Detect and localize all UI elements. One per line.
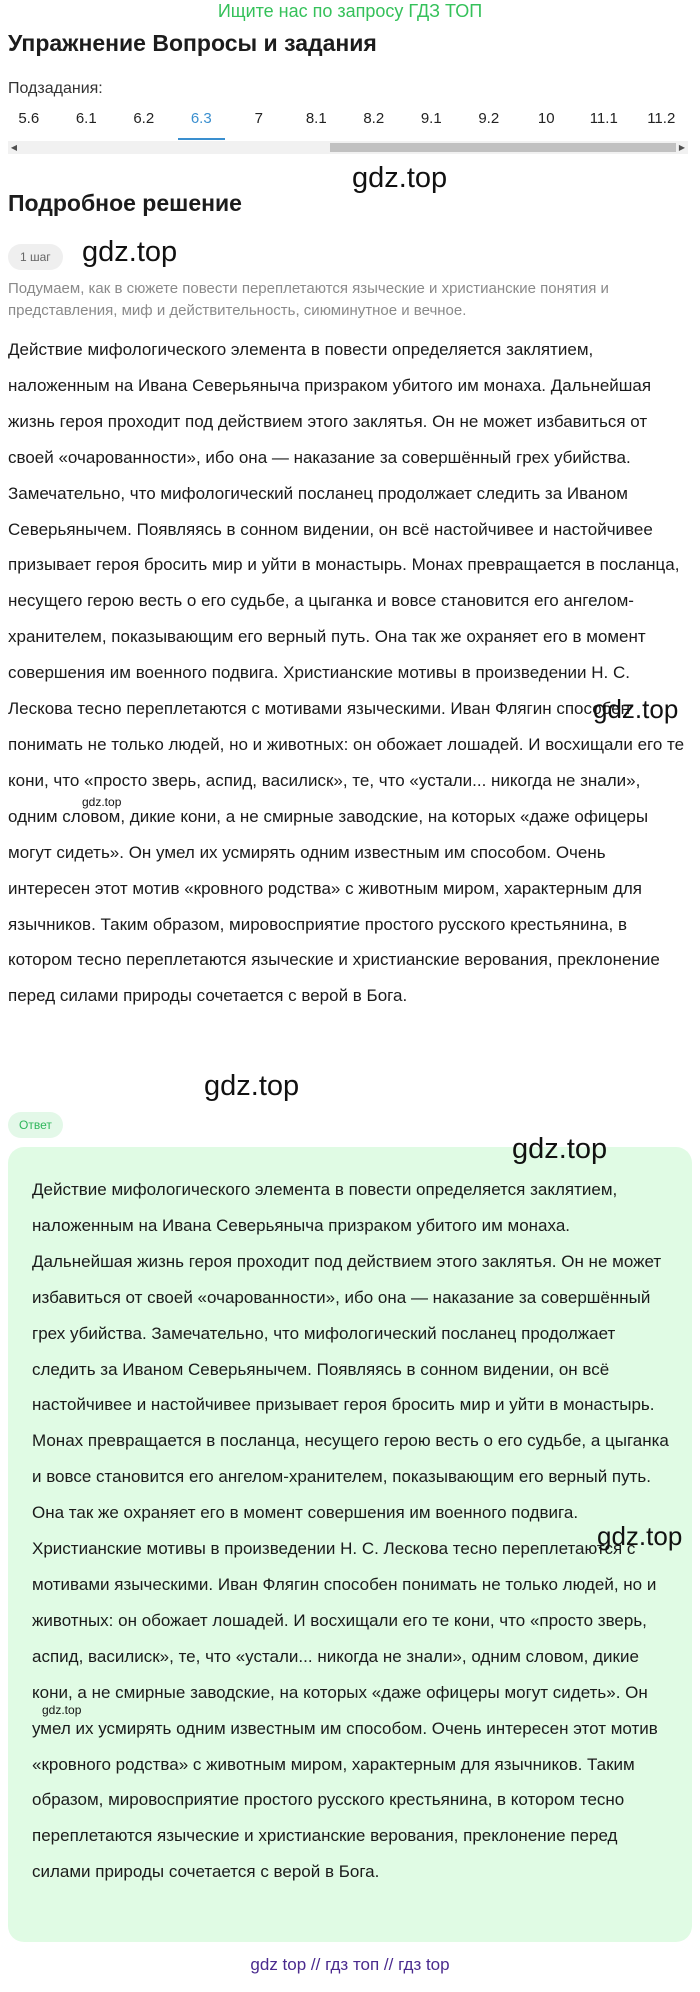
answer-text: Действие мифологического элемента в повести определяется заклятием, наложенным на Ивана Северьяныча призраком убитого им монаха. Дальнейшая жизнь героя проходит под действием этого заклятья. Он не может избавиться от своей «очарованности», ибо она — наказание за совершённый грех убийства. Замечательно, что мифологический посланец продолжает следить за Иваном Северьянычем. Появляясь в сонном видении, он всё настойчивее и настойчивее призывает героя бросить мир и уйти в монастырь. Монах превращается в посланца, несущего герою весть о его судьбе, а цыганка и вовсе становится его ангелом-хранителем, показывающим его верный путь. Она так же охраняет его в момент совершения им военного подвига. Христианские мотивы в произведении Н. С. Лескова тесно переплетаются с мотивами языческими. Иван Флягин способен понимать не только людей, но и животных: он обожает лошадей. И восхищали его те кони, что «просто зверь, аспид, василиск», те, что «устали... никогда не знали», одним словом, дикие кони, а не смирные заводские, на которых «даже офицеры могут сидеть». Он умел их усмирять одним известным им способом. Очень интересен этот мотив «кровного родства» с животным миром, характерным для язычников. Таким образом, мировосприятие простого русского крестьянина, в котором тесно переплетаются языческие и христианские верования, преклонение перед силами природы сочетается с верой в Бога. (32, 1180, 669, 1882)
scroll-left-arrow-icon[interactable]: ◀ (10, 143, 18, 152)
tab-11-2[interactable]: 11.2 (647, 110, 676, 127)
subtask-tabs (0, 104, 700, 140)
tab-5-6[interactable]: 5.6 (18, 110, 40, 127)
solution-title: Подробное решение (8, 190, 242, 216)
hint-text: Подумаем, как в сюжете повести переплетаются языческие и христианские понятия и представления, миф и действительность, сиюминутное и вечное. (8, 280, 609, 319)
subtasks-label: Подзадания: (8, 80, 103, 97)
tab-6-1[interactable]: 6.1 (75, 110, 97, 127)
tab-9-2[interactable]: 9.2 (478, 110, 500, 127)
watermark: gdz.top (352, 162, 448, 194)
tab-6-3[interactable]: 6.3 (173, 104, 231, 140)
tab-10[interactable]: 10 (537, 110, 555, 127)
watermark: gdz.top (593, 694, 679, 724)
watermark: gdz.top (82, 795, 122, 809)
step-badge: 1 шаг (8, 244, 63, 270)
scroll-right-arrow-icon[interactable]: ▶ (678, 143, 686, 152)
solution-text: Действие мифологического элемента в повести определяется заклятием, наложенным на Ивана Северьяныча призраком убитого им монаха. Дальнейшая жизнь героя проходит под действием этого заклятья. Он не может избавиться от своей «очарованности», ибо она — наказание за совершённый грех убийства. Замечательно, что мифологический посланец продолжает следить за Иваном Северьянычем. Появляясь в сонном видении, он всё настойчивее и настойчивее призывает героя бросить мир и уйти в монастырь. Монах превращается в посланца, несущего герою весть о его судьбе, а цыганка и вовсе становится его ангелом-хранителем, показывающим его верный путь. Она так же охраняет его в момент совершения им военного подвига. Христианские мотивы в произведении Н. С. Лескова тесно переплетаются с мотивами языческими. Иван Флягин способен понимать не только людей, но и животных: он обожает лошадей. И восхищали его те кони, что «просто зверь, аспид, василиск», те, что «устали... никогда не знали», одним словом, дикие кони, а не смирные заводские, на которых «даже офицеры могут сидеть». Он умел их усмирять одним известным им способом. Очень интересен этот мотив «кровного родства» с животным миром, характерным для язычников. Таким образом, мировосприятие простого русского крестьянина, в котором тесно переплетаются языческие и христианские верования, преклонение перед силами природы сочетается с верой в Бога. (8, 340, 685, 1006)
tab-6-2[interactable]: 6.2 (133, 110, 155, 127)
tabs-scrollbar[interactable] (8, 141, 688, 154)
watermark: gdz.top (597, 1521, 683, 1551)
exercise-title: Упражнение Вопросы и задания (8, 30, 377, 56)
watermark: gdz.top (204, 1070, 300, 1102)
scrollbar-thumb[interactable] (330, 143, 676, 152)
tab-8-1[interactable]: 8.1 (305, 110, 327, 127)
tab-7[interactable]: 7 (254, 110, 263, 127)
watermark: gdz.top (42, 1703, 82, 1717)
footer-links[interactable]: gdz top // гдз топ // гдз top (250, 1955, 450, 1974)
tab-11-1[interactable]: 11.1 (589, 110, 618, 127)
tab-9-1[interactable]: 9.1 (420, 110, 442, 127)
answer-badge: Ответ (8, 1112, 63, 1138)
tab-8-2[interactable]: 8.2 (363, 110, 385, 127)
watermark: gdz.top (82, 236, 178, 268)
top-banner: Ищите нас по запросу ГДЗ ТОП (217, 1, 483, 21)
watermark: gdz.top (512, 1133, 608, 1165)
